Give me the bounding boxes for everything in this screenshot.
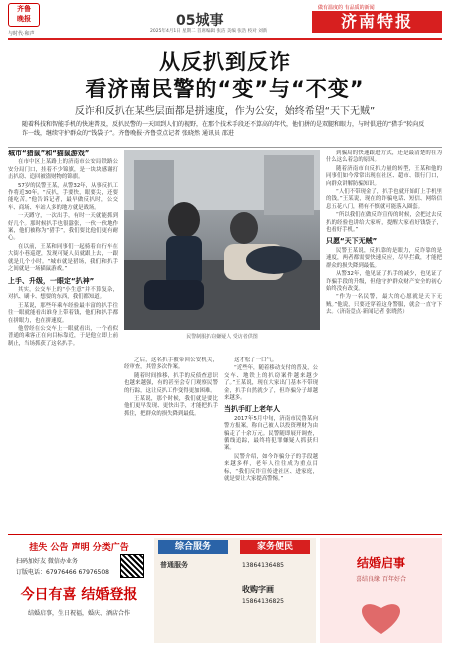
masthead bbox=[0, 0, 450, 40]
service-ad-block bbox=[154, 538, 316, 643]
paragraph: 57岁的民警王某，从警32年，从事反扒工作将近30年。“反扒，手要快，眼要尖，还要能吃苦。”他告诉记者，最早做反扒时，公交车、商场、车站人多的地方就是战场。 bbox=[8, 182, 118, 211]
qr-code-icon bbox=[120, 554, 144, 578]
section-heading: 只愿“天下无贼” bbox=[326, 237, 378, 246]
section-heading: 城市“猎鼠”和“猫鼠游戏” bbox=[8, 150, 90, 157]
paragraph: 2017年5月中旬，济南市民鲁某向警方报案，称自己被人以投资理财为由骗走了十余万元。民警随即展开调查，循线追踪，最终将犯罪嫌疑人抓获归案。 bbox=[224, 415, 318, 452]
ad-title: 挂失 公告 声明 分类广告 bbox=[29, 543, 129, 553]
paragraph: 之后，这名扒手被带回公安机关，经审查，其曾多次作案。 bbox=[124, 357, 218, 371]
heart-icon bbox=[320, 590, 442, 640]
phone-label: 订版电话： bbox=[16, 569, 47, 576]
ad-title: 综合服务 bbox=[158, 540, 228, 554]
lede-paragraph: 随着科技和智能手机的快速普及，反扒民警的一天回到人们的视野，在那个技术手段还不算高的年代，他们拼的是双腿和眼力，与时俱进的“猎手”转向反诈一线，继续守护群众的“钱袋子”。齐鲁晚报·齐鲁壹点记者 张晓然 通讯员 邵进 bbox=[22, 121, 425, 137]
news-photo bbox=[124, 150, 320, 330]
article-column-left bbox=[8, 150, 118, 530]
ad-title: 结婚启事 bbox=[356, 556, 405, 570]
paragraph: 这才松了一口气。 bbox=[234, 357, 278, 363]
paragraph: 一天蹲守，一次出手，有时一天就能抓到好几个。那时候扒手也很嚣张，一伙一伙地作案，他们被称为“猎手”，我们要比他们更有耐心。 bbox=[8, 213, 118, 242]
brand-tagline: 与时代·和声 bbox=[8, 31, 35, 37]
newspaper-logo: 齐鲁 晚报 bbox=[8, 3, 40, 27]
photo-illustration bbox=[124, 150, 320, 330]
issue-date-line: 2025年4月1日 星期二 首席编辑 张洁 美编 张浩 校对 刘新 bbox=[150, 29, 268, 34]
paragraph: “作为一名民警，最大的心愿就是天下无贼。”他说，只要还穿着这身警服，就会一直守下去。（济南壹点·新闻记者 张晓然） bbox=[326, 294, 442, 316]
paragraph: 在市中区上某路上的济南市公安局铁路公安分局门口，挂着不少锦旗，是一块块感谢打击扒窃、追回被盗财物的锦旗。 bbox=[8, 159, 118, 181]
paragraph: 王某说，那些年乘车经验最丰富的扒手往往一眼就能看出谁身上带着钱，他们和扒手都在拼眼力，也在拼速度。 bbox=[8, 302, 118, 324]
section-heading: 上手、升级，一眼定“扒神” bbox=[8, 276, 95, 285]
article-column-middle-b bbox=[224, 357, 318, 527]
ad-item: 收购字画 bbox=[242, 585, 274, 594]
phone-number: 67976466 67976508 bbox=[46, 569, 110, 576]
ads-divider bbox=[8, 534, 442, 535]
ad-title: 家务便民 bbox=[240, 540, 310, 554]
ad-subtitle: 喜结良缘 百年好合 bbox=[356, 576, 406, 583]
paragraph: 从警32年，他见证了扒手的减少，也见证了诈骗手段的升级，但他守护群众财产安全的初心始终没有改变。 bbox=[326, 271, 442, 292]
photo-caption: 民警制服扒窃嫌疑人 受访者供图 bbox=[186, 334, 258, 340]
header-rule bbox=[8, 38, 442, 40]
wedding-ad-block bbox=[320, 538, 442, 643]
ad-line: 结婚启事，生日祝福，婚庆、酒店合作 bbox=[27, 610, 130, 617]
paragraph: “所以我们在做反诈宣传的时候，会把过去反扒的经验也讲给大家听，提醒大家看好钱袋子，也看好手机。” bbox=[326, 212, 442, 234]
ad-headline: 今日有喜 结婚登报 bbox=[20, 587, 138, 603]
paragraph: 到骗局的快速跟进方式，还是最清楚的在为什么这么着急的原因。 bbox=[326, 150, 442, 164]
paragraph: 其实，公交车上的“小生意”并不算复杂，对扒、刷卡、想要的东西，我们都知道。 bbox=[8, 286, 118, 301]
paragraph: 他曾经在公交车上一眼就看出，一个看似普通的乘客正在向目标靠近，于是他立即上前制止，当场抓获了这名扒手。 bbox=[8, 325, 118, 347]
paragraph: 随着济南市自反扒力量的转型，王某和他的同事们如今常常出现在社区、超市、银行门口，向群众讲解防骗知识。 bbox=[326, 165, 442, 187]
ad-line: 扫码加好友 微信办业务 bbox=[16, 558, 78, 565]
paragraph: 民警介绍，如今诈骗分子的手段越来越多样，老年人往往成为重点目标，“我们反诈宣传进社区、进家庭，就是要让大家提高警惕。” bbox=[224, 453, 318, 483]
paragraph: “近些年，随着移动支付的普及，公交车、地铁上的扒窃案件越来越少了。”王某说，现在大家出门基本不带现金，扒手自然就少了，但诈骗分子却越来越多。 bbox=[224, 365, 318, 402]
section-title: 05城事 bbox=[176, 13, 224, 29]
article-column-right bbox=[326, 150, 442, 530]
lede-divider bbox=[8, 147, 442, 148]
phone-number: 13864136485 bbox=[242, 562, 284, 569]
paragraph: 在以前，王某和同事们一起骑着自行车在大街小巷巡逻，发现可疑人员就跟上去，一跟就是几个小时。“城市就是猎场，我们和扒手之间就是一场猫鼠游戏。” bbox=[8, 243, 118, 273]
phone-number: 15864136825 bbox=[242, 598, 284, 605]
paragraph: 随着时间推移，扒手的反侦查意识也越来越强，有的甚至会专门观察民警的行踪，这让反扒工作变得更加困难。 bbox=[124, 372, 218, 394]
masthead-slogan: 做有温度的 有品质的新闻 bbox=[318, 5, 375, 11]
paragraph: 民警王某说，反扒靠的是眼力，反诈靠的是速度，两者都需要快速反应，尽早拦截，才能把群众的损失降到最低。 bbox=[326, 247, 442, 269]
masthead-title: 济南特报 bbox=[312, 11, 442, 33]
paragraph: “人们不带现金了，扒手也就开始盯上手机里的钱。”王某说，现在的诈骗电话、短信、网络信息五花八门，稍有不慎就可能落入圈套。 bbox=[326, 189, 442, 210]
headline-line-1: 从反扒到反诈 bbox=[159, 50, 291, 74]
headline-line-2: 看济南民警的“变”与“不变” bbox=[85, 77, 365, 101]
subheadline: 反诈和反扒在某些层面都是拼速度，作为公安，始终希望“天下无贼” bbox=[74, 106, 376, 117]
ad-subtitle: 普通服务 bbox=[160, 561, 188, 569]
paragraph: 王某说，那个时候，我们就是要比他们更早发现、更快出手，才能把扒手抓住，把群众的损失降到最低。 bbox=[124, 396, 218, 417]
classified-ad-block bbox=[8, 538, 150, 643]
section-heading: 当扒手盯上老年人 bbox=[224, 405, 280, 414]
article-column-middle-a bbox=[124, 357, 218, 527]
